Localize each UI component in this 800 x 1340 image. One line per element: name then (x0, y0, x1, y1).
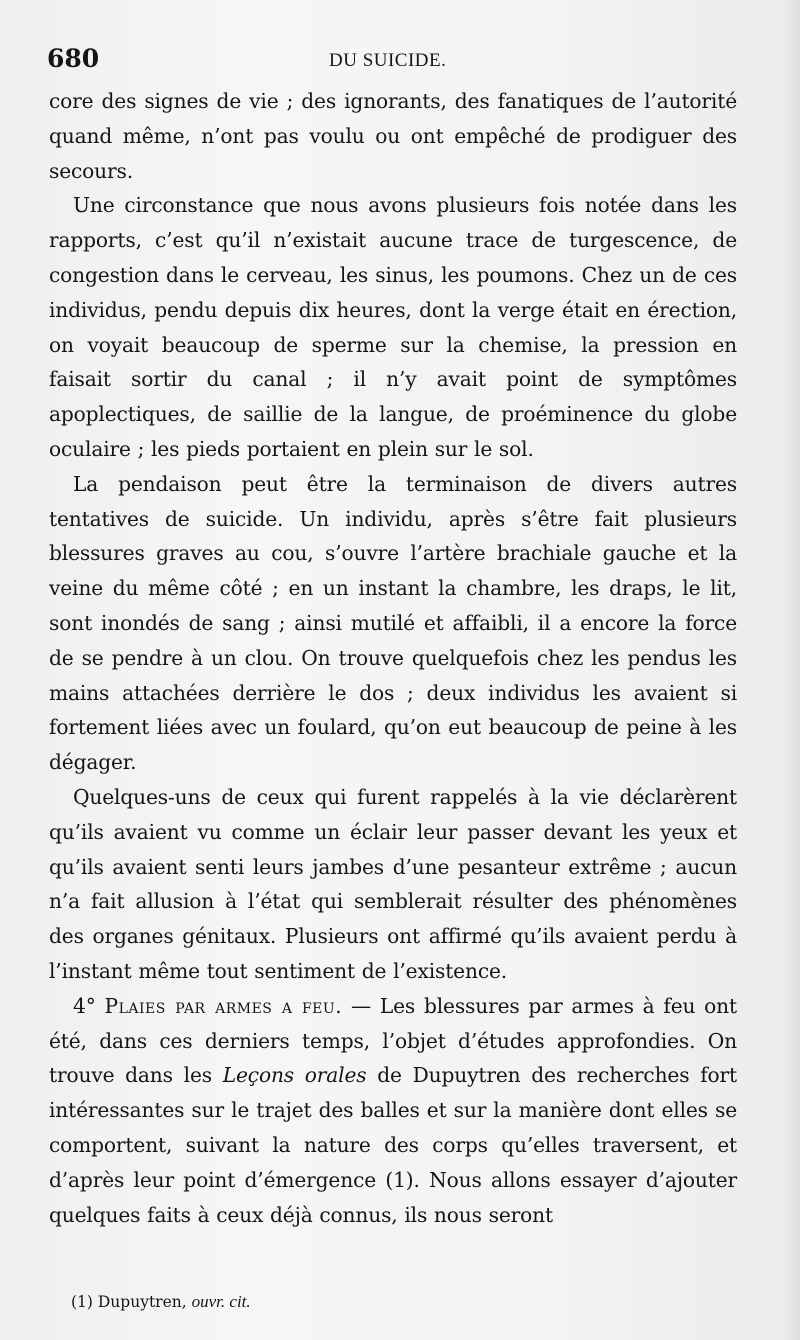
paragraph-firearm-wounds (49, 989, 737, 1233)
paragraph-firearm-text-a: — Les blessures par armes à feu ont été, dans ces derniers temps, l’objet d’études approfondies. On trouve dans les (49, 993, 738, 1088)
page-number: 680 (47, 44, 100, 73)
section-heading: Plaies par armes a feu. (104, 993, 343, 1018)
page-header (47, 44, 737, 78)
footnote-marker: (1) Dupuytren, (71, 1293, 187, 1311)
section-number: 4° (73, 993, 96, 1018)
paragraph-testimony: Quelques-uns de ceux qui furent rappelés à la vie déclarèrent qu’ils avaient vu comme un éclair leur passer devant les yeux et qu’ils avaient senti leurs jambes d’une pesanteur extrême ; aucun n’a fait allusion à l’état qui semblerait résulter des phénomènes des organes génitaux. Plusieurs ont affirmé qu’ils avaient perdu à l’instant même tout sentiment de l’existence. (49, 784, 737, 983)
paragraph-congestion: Une circonstance que nous avons plusieurs fois notée dans les rapports, c’est qu’il n’existait aucune trace de turgescence, de congestion dans le cerveau, les sinus, les poumons. Chez un de ces individus, pendu depuis dix heures, dont la verge était en érection, on voyait beaucoup de sperme sur la chemise, la pression en faisait sortir du canal ; il n’y avait point de symptômes apoplectiques, de saillie de la langue, de proéminence du globe oculaire ; les pieds portaient en plein sur le sol. (49, 193, 737, 461)
work-title-italic: Leçons orales (222, 1063, 367, 1088)
paragraph-pendaison: La pendaison peut être la terminaison de divers autres tentatives de suicide. Un individu, après s’être fait plusieurs blessures graves au cou, s’ouvre l’artère brachiale gauche et la veine du même côté ; en un instant la chambre, les draps, le lit, sont inondés de sang ; ainsi mutilé et affaibli, il a encore la force de se pendre à un clou. On trouve quelquefois chez les pendus les mains attachées derrière le dos ; deux individus les avaient si fortement liées avec un foulard, qu’on eut beaucoup de peine à les dégager. (49, 471, 737, 775)
footnote (71, 1292, 251, 1312)
paragraph-firearm-text-b: de Dupuytren des recherches fort intéressantes sur le trajet des balles et sur la manière dont elles se comportent, suivant la nature des corps qu’elles traversent, et d’après leur point d’émergence (1). Nous allons essayer d’ajouter quelques faits à ceux déjà connus, ils nous seront (49, 1063, 738, 1227)
body-text (49, 84, 737, 1232)
footnote-reference: ouvr. cit. (191, 1292, 251, 1311)
page-edge-shadow (786, 0, 800, 1340)
running-title: DU SUICIDE. (329, 50, 447, 71)
paragraph-continuation: core des signes de vie ; des ignorants, des fanatiques de l’autorité quand même, n’ont pas voulu ou ont empêché de prodiguer des secours. (49, 89, 737, 183)
